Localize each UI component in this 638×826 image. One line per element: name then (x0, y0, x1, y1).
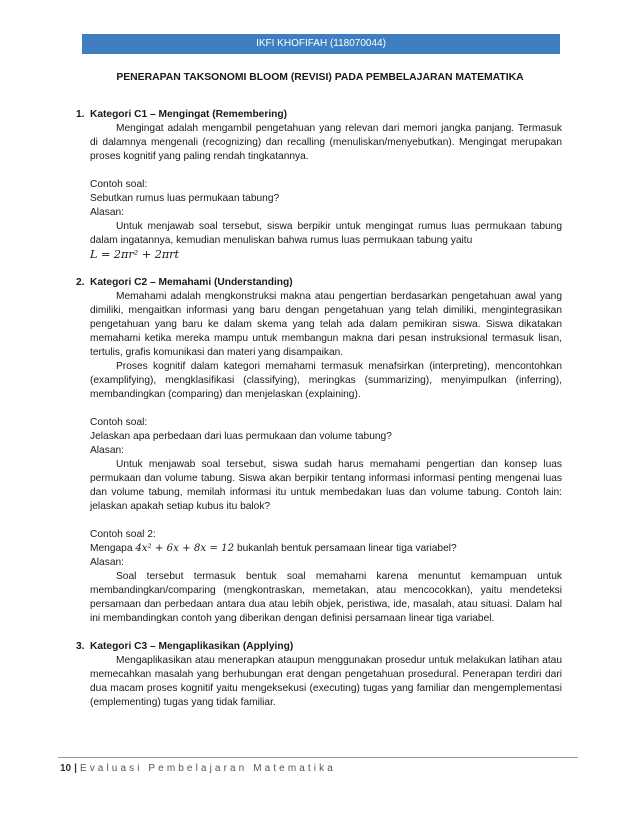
example-question: Sebutkan rumus luas permukaan tabung? (90, 193, 280, 204)
section-number: 1. (76, 109, 85, 120)
section-c2 (76, 276, 562, 626)
section-heading (76, 276, 562, 290)
footer-title: Evaluasi Pembelajaran Matematika (79, 763, 336, 774)
reason-label: Alasan: (90, 445, 124, 456)
section-paragraph: Proses kognitif dalam kategori memahami termasuk menafsirkan (interpreting), mencontohkan (examplifying), mengklasifikasi (classifying), meringkas (summarizing), menyimpulkan (inferring), membandingkan (comparing) dan menjelaskan (explaining). (90, 361, 562, 400)
reason-paragraph: Untuk menjawab soal tersebut, siswa berpikir untuk mengingat rumus luas permukaan tabung dalam ingatannya, kemudian menuliskan bahwa rumus luas permukaan tabung yaitu (90, 221, 562, 246)
section-c3 (76, 640, 562, 710)
section-number: 2. (76, 277, 85, 288)
section-paragraph: Mengingat adalah mengambil pengetahuan yang relevan dari memori jangka panjang. Termasuk di dalamnya mengenali (recognizing) dan recalling (menuliskan/menyebutkan). Mengingat merupakan proses kognitif yang paling rendah tingkatannya. (90, 123, 562, 162)
section-number: 3. (76, 641, 85, 652)
section-c1 (76, 108, 562, 262)
section-heading (76, 640, 562, 654)
example-label: Contoh soal: (90, 417, 148, 428)
equation: 4x² + 6x + 8x = 12 (135, 543, 235, 554)
section-heading-text: Kategori C3 – Mengaplikasikan (Applying) (90, 641, 294, 652)
section-heading-text: Kategori C1 – Mengingat (Remembering) (90, 109, 287, 120)
footer-separator: | (74, 763, 77, 774)
reason-paragraph: Untuk menjawab soal tersebut, siswa sudah harus memahami pengertian dan konsep luas permukaan dan volume tabung. Siswa akan berpikir tentang informasi informasi penting mengenai luas dan volume tabung, memilah informasi itu untuk membedakan luas dan volume tabung. Contoh lain: jelaskan apakah setiap kubus itu balok? (90, 459, 562, 512)
example-prefix: Mengapa (90, 543, 133, 554)
example-suffix: bukanlah bentuk persamaan linear tiga variabel? (236, 543, 457, 554)
example-question (90, 542, 562, 556)
reason-label: Alasan: (90, 207, 124, 218)
document-title: PENERAPAN TAKSONOMI BLOOM (REVISI) PADA PEMBELAJARAN MATEMATIKA (116, 72, 524, 83)
example-label: Contoh soal 2: (90, 529, 156, 540)
footer-divider (58, 757, 578, 758)
section-paragraph: Mengaplikasikan atau menerapkan ataupun menggunakan prosedur untuk melakukan latihan atau memecahkan masalah yang berhubungan erat dengan pengetahuan prosedural. Penerapan terdiri dari dua macam proses kognitif yaitu mengeksekusi (executing) tugas yang familiar dan mengemplementasi (emplementing) tugas yang tidak familiar. (90, 655, 562, 708)
section-heading-text: Kategori C2 – Memahami (Understanding) (90, 277, 293, 288)
section-paragraph: Memahami adalah mengkonstruksi makna atau pengertian berdasarkan pengetahuan awal yang dimiliki, mengaitkan informasi yang baru dengan pengetahuan yang telah dimiliki, mengintegrasikan pengetahuan yang baru ke dalam skema yang telah ada dalam pemikiran siswa. Siswa dikatakan memahami ketika mereka mampu untuk membangun makna dari pesan instruksional termasuk lisan, tertulis, grafis komunikasi dan materi yang disampaikan. (90, 291, 562, 358)
reason-paragraph: Soal tersebut termasuk bentuk soal memahami karena menuntut kemampuan untuk membandingkan/comparing (mengkontraskan, memetakan, atau mencocokkan), yaitu mendeteksi persamaan dan perbedaan antara dua atau lebih objek, peristiwa, ide, masalah, atau situasi. Dalam hal ini membandingkan contoh yang diberikan dengan definisi persamaan linear tiga variabel. (90, 571, 562, 624)
example-label: Contoh soal: (90, 179, 148, 190)
page-number: 10 (60, 763, 72, 774)
example-question: Jelaskan apa perbedaan dari luas permukaan dan volume tabung? (90, 431, 392, 442)
page-footer (60, 763, 336, 774)
header-author-band: IKFI KHOFIFAH (118070044) (82, 34, 560, 54)
document-body (76, 108, 562, 724)
section-heading (76, 108, 562, 122)
reason-label: Alasan: (90, 557, 124, 568)
formula-luas-permukaan-tabung: L = 2πr² + 2πrt (90, 248, 180, 261)
